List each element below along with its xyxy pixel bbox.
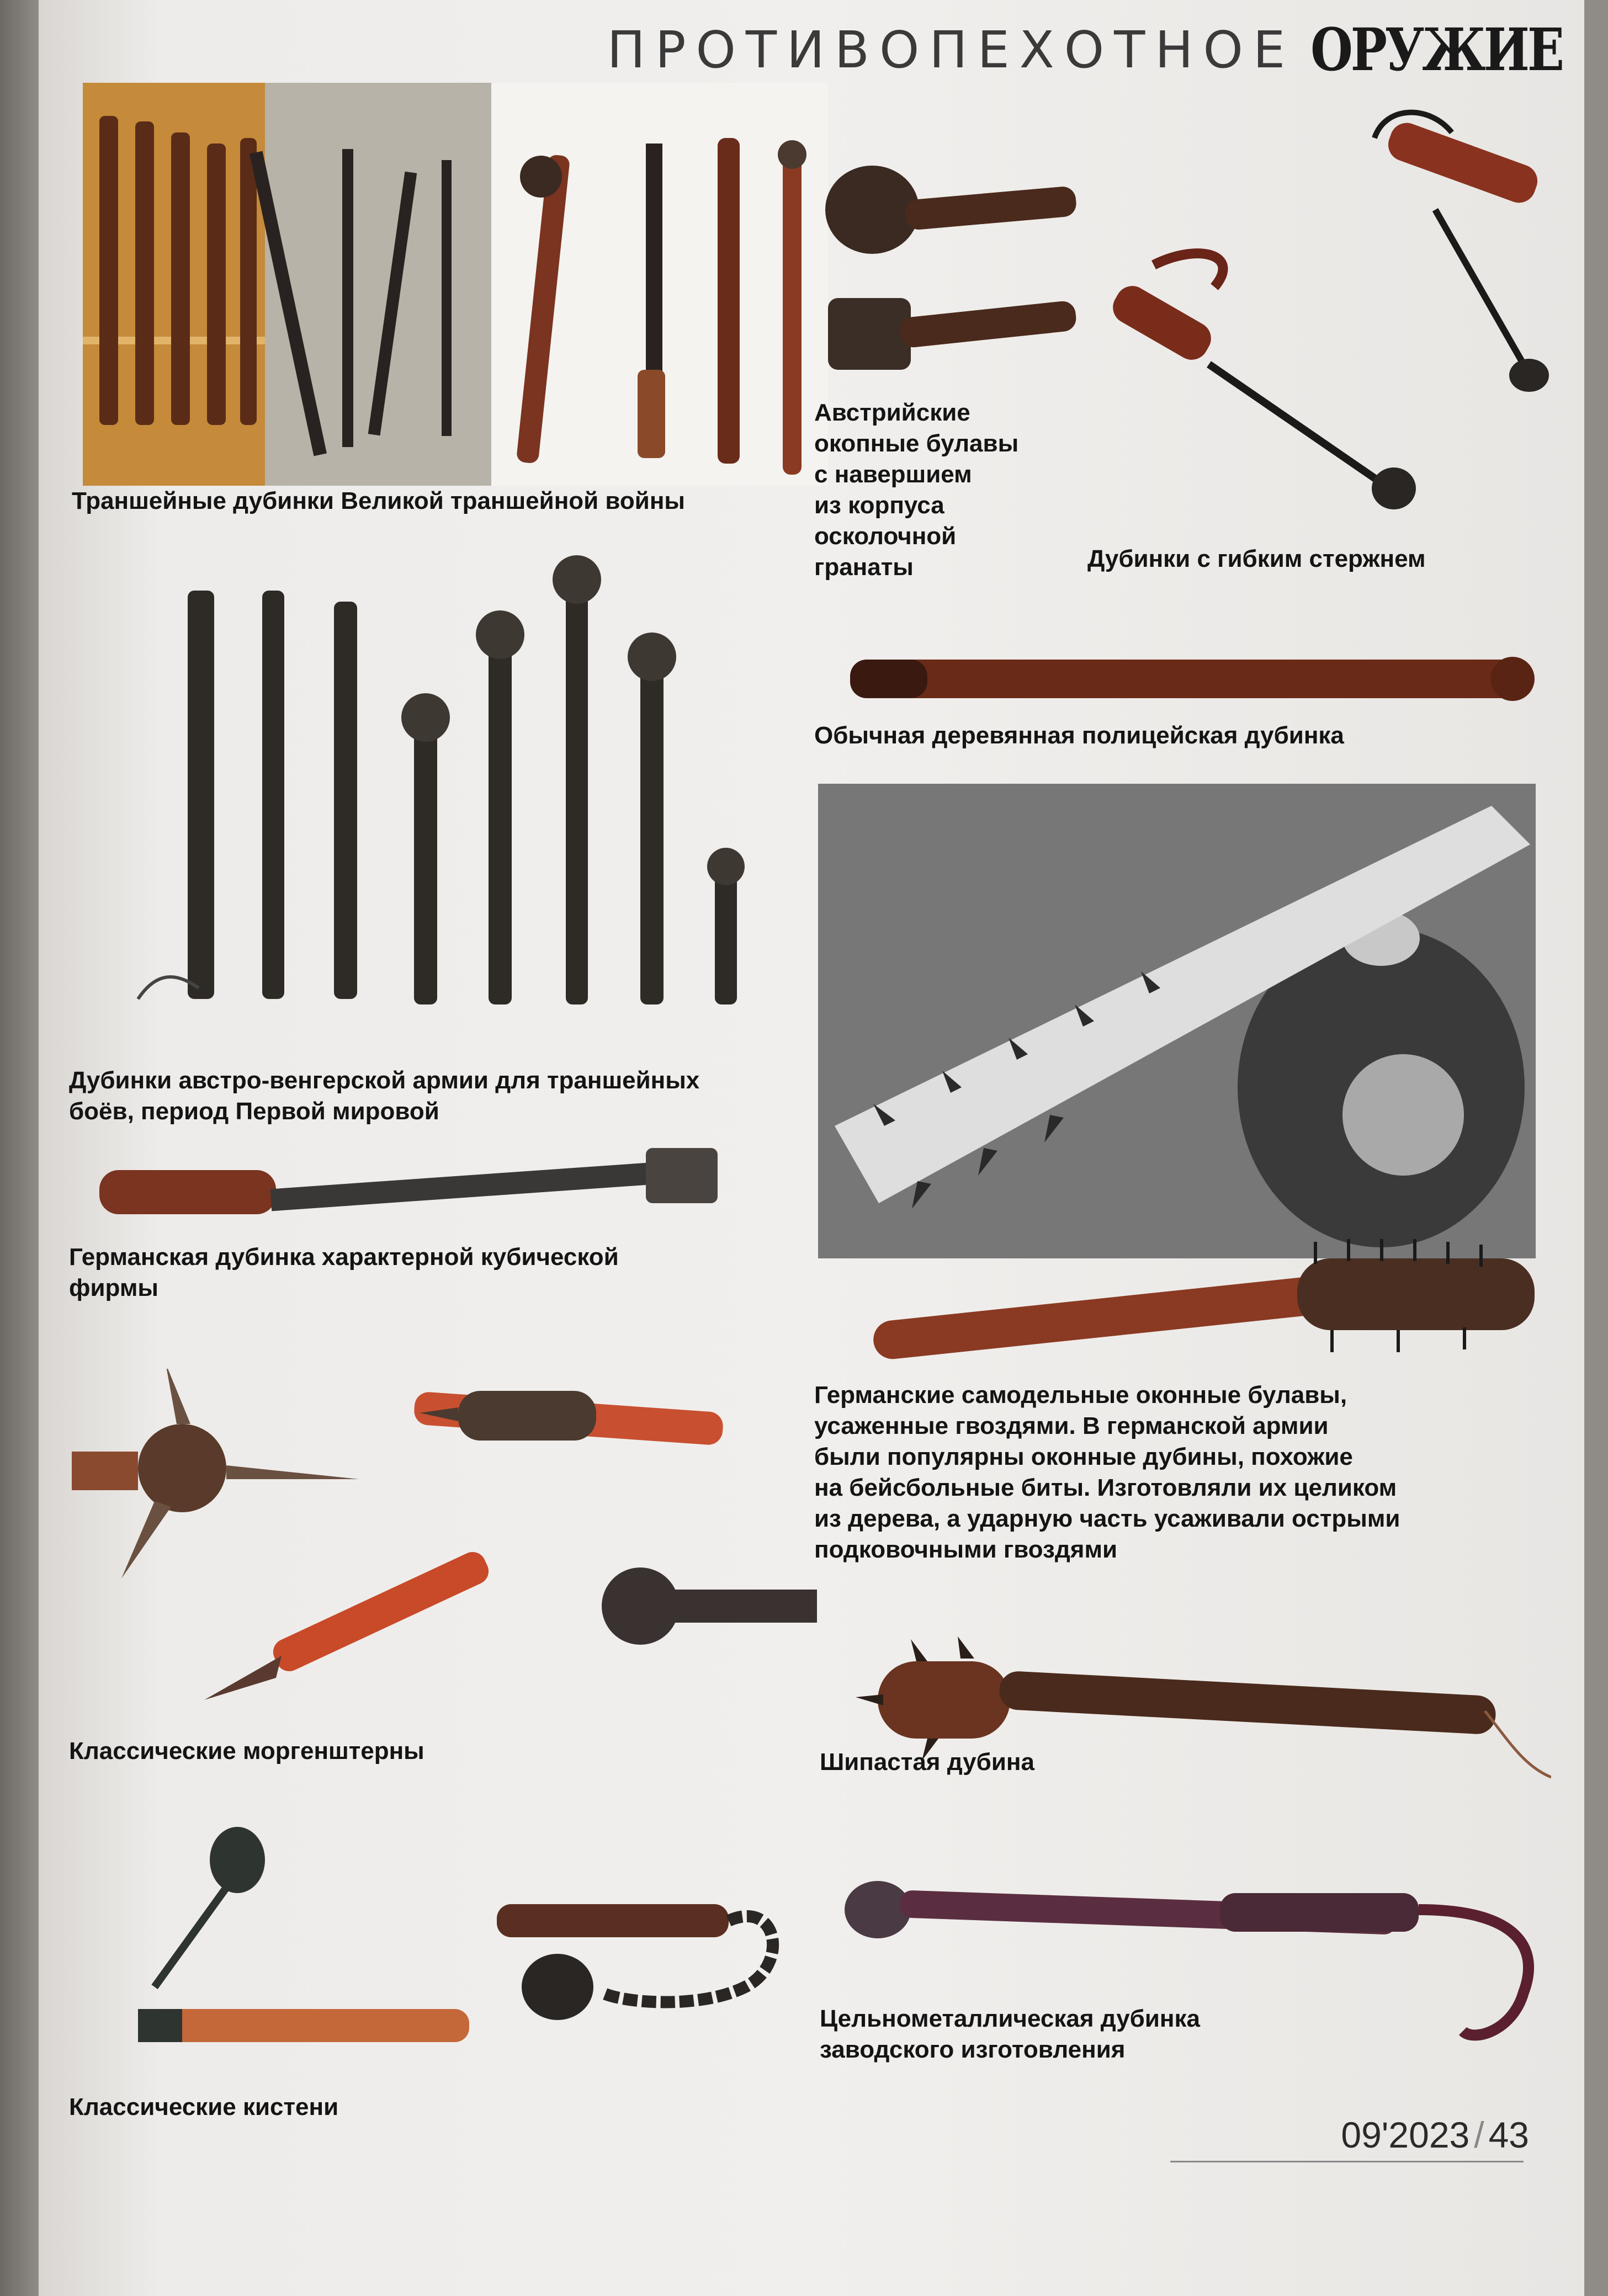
caption-austrian-maces: Австрийские окопные булавы с навершием из корпуса осколочной гранаты (814, 399, 1019, 581)
photo-police-club (839, 640, 1540, 712)
issue-number: 09'2023 (1341, 2114, 1470, 2155)
caption-all-metal: Цельнометаллическая дубинка заводского изготовления (820, 2005, 1200, 2063)
caption-police-club: Обычная деревянная полицейская дубинка (814, 722, 1344, 749)
photo-austrian-maces (811, 149, 1098, 381)
photo-flexible-clubs (1076, 99, 1573, 530)
photo-german-cubic-club (94, 1142, 756, 1225)
magazine-logo: ОРУЖИЕ (1310, 15, 1562, 84)
photo-flails (72, 1821, 817, 2053)
magazine-page (39, 0, 1584, 2296)
page-header (607, 11, 1562, 88)
caption-german-cubic: Германская дубинка характерной кубической фирмы (69, 1243, 619, 1301)
photo-trench-clubs (83, 83, 828, 486)
page-footer (1341, 2114, 1529, 2156)
caption-austro-hungarian: Дубинки австро-венгерской армии для траншейных боёв, период Первой мировой (69, 1067, 700, 1125)
photo-spiked-bat-helmet (818, 784, 1536, 1258)
page-number: 43 (1488, 2114, 1529, 2155)
caption-morgenstern: Классические моргенштерны (69, 1737, 424, 1764)
photo-morgensterns (72, 1369, 817, 1722)
photo-german-nail-mace (867, 1236, 1557, 1363)
caption-german-homemade: Германские самодельные оконные булавы, усаженные гвоздями. В германской армии были популярны оконные дубины, похожие на бейсбольные биты. Изготовляли их целиком из дерева, а ударную часть усаживали острыми подковочными гвоздями (814, 1381, 1400, 1563)
caption-flails: Классические кистени (69, 2093, 339, 2120)
caption-flexible-clubs: Дубинки с гибким стержнем (1087, 545, 1426, 572)
caption-spiked-club: Шипастая дубина (820, 1748, 1034, 1776)
issue-separator: / (1474, 2114, 1484, 2155)
photo-austro-hungarian-clubs (72, 535, 806, 1032)
section-title: ПРОТИВОПЕХОТНОЕ (607, 20, 1296, 79)
footer-rule (1170, 2161, 1524, 2162)
binding-shadow (0, 0, 39, 2296)
caption-trench-clubs: Траншейные дубинки Великой траншейной войны (72, 487, 685, 514)
